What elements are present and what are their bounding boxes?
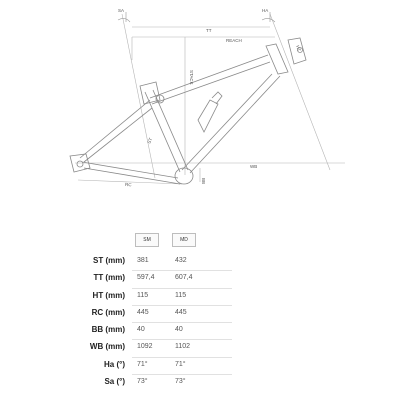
sa-dimension-label: SA <box>118 8 125 13</box>
row-label: RC (mm) <box>91 307 125 317</box>
table-row-tt <box>0 271 400 288</box>
table-row-st <box>0 254 400 271</box>
value-sm: 1092 <box>137 343 153 351</box>
row-label: Ha (°) <box>104 359 125 369</box>
table-row-bb <box>0 323 400 340</box>
frame-outline <box>70 38 306 184</box>
stack-dimension-label: STACK <box>189 70 194 85</box>
value-sm: 115 <box>137 291 149 299</box>
value-sm: 71° <box>137 360 148 368</box>
row-label: TT (mm) <box>93 273 125 283</box>
table-row-ha <box>0 358 400 375</box>
value-sm: 381 <box>137 257 149 264</box>
value-md: 73° <box>175 378 186 386</box>
value-md: 40 <box>175 326 183 334</box>
reach-dimension-label: REACH <box>226 38 242 43</box>
value-md: 445 <box>175 308 187 316</box>
ht-dimension-label: HT <box>295 44 302 52</box>
value-md: 1102 <box>175 343 191 351</box>
geometry-table <box>0 254 400 392</box>
value-sm: 73° <box>137 378 148 386</box>
table-row-rc <box>0 306 400 323</box>
value-md: 432 <box>175 257 187 264</box>
tt-dimension-label: TT <box>206 28 212 33</box>
wb-dimension-label: WB <box>250 164 258 169</box>
row-label: Sa (°) <box>104 377 125 387</box>
dimension-lines <box>75 14 345 184</box>
value-md: 115 <box>175 291 187 299</box>
angle-markers <box>118 12 275 22</box>
bb-dimension-label: BB <box>201 178 206 185</box>
row-label: HT (mm) <box>92 290 125 300</box>
value-sm: 445 <box>137 308 149 316</box>
value-md: 607,4 <box>175 274 193 282</box>
table-row-ht <box>0 289 400 306</box>
row-label: BB (mm) <box>91 325 125 335</box>
value-sm: 40 <box>137 326 145 334</box>
value-sm: 597,4 <box>137 274 155 282</box>
size-header-md: MD <box>172 233 196 247</box>
row-label: WB (mm) <box>89 342 125 352</box>
size-header-sm: SM <box>135 233 159 247</box>
ha-dimension-label: HA <box>262 8 269 13</box>
value-md: 71° <box>175 360 186 368</box>
rc-dimension-label: RC <box>124 182 132 188</box>
st-dimension-label: ST <box>146 137 154 145</box>
table-row-sa <box>0 375 400 392</box>
row-label: ST (mm) <box>93 256 125 265</box>
table-row-wb <box>0 340 400 357</box>
